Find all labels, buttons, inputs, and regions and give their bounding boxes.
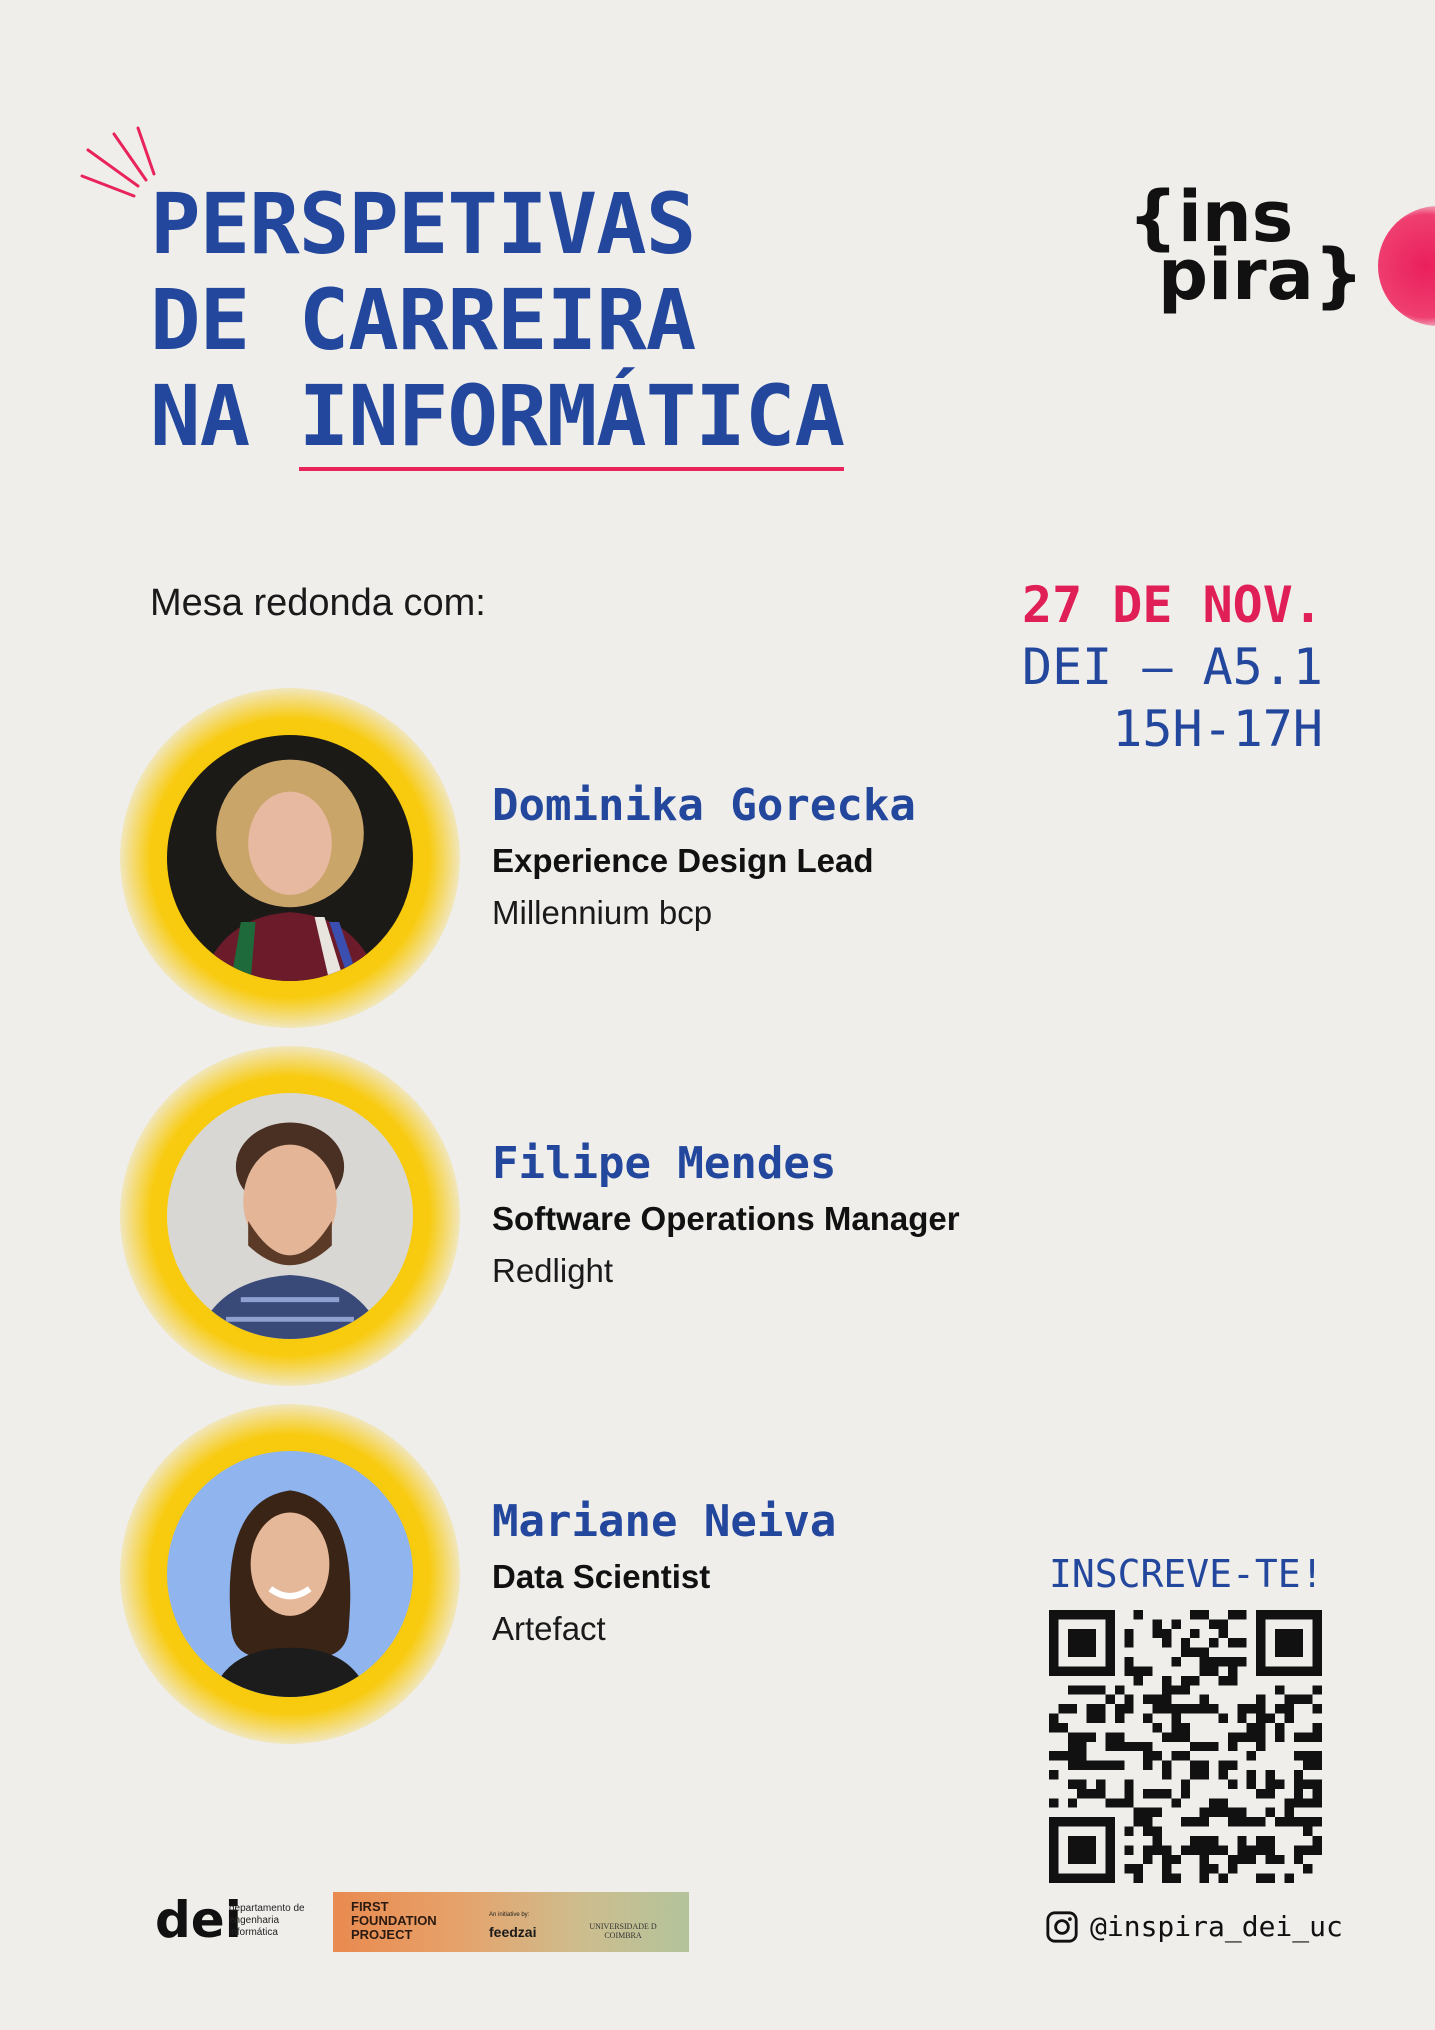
title-line-3 bbox=[150, 368, 844, 464]
speaker-2-photo bbox=[167, 1093, 413, 1339]
speaker-2-portrait-icon bbox=[167, 1093, 413, 1339]
speaker-2-org: Redlight bbox=[492, 1252, 614, 1289]
signup-cta: INSCREVE-TE! bbox=[1049, 1552, 1324, 1596]
speaker-3-photo bbox=[167, 1451, 413, 1697]
speaker-2-name: Filipe Mendes bbox=[492, 1138, 837, 1189]
speaker-3-name: Mariane Neiva bbox=[492, 1496, 837, 1547]
decorative-pink-dot bbox=[1378, 206, 1435, 326]
instagram-handle[interactable]: @inspira_dei_uc bbox=[1090, 1910, 1343, 1943]
speaker-3-portrait-icon bbox=[167, 1451, 413, 1697]
speaker-1-org: Millennium bcp bbox=[492, 894, 713, 931]
instagram-icon[interactable] bbox=[1045, 1910, 1079, 1944]
event-place: DEI — A5.1 bbox=[1021, 638, 1323, 696]
title-line-2: DE CARREIRA bbox=[150, 271, 696, 369]
title-highlight: INFORMÁTICA bbox=[299, 367, 844, 471]
speaker-1-name: Dominika Gorecka bbox=[492, 780, 916, 831]
speaker-1-photo bbox=[167, 735, 413, 981]
dei-wordmark: dei bbox=[155, 1891, 242, 1949]
logo-line-2: pira} bbox=[1158, 234, 1364, 316]
uc-logo: UNIVERSIDADE D COIMBRA bbox=[589, 1922, 657, 1940]
speaker-2-role: Software Operations Manager bbox=[492, 1200, 960, 1237]
feedzai-logo: feedzai bbox=[489, 1924, 537, 1940]
signup-qr-code[interactable] bbox=[1049, 1610, 1322, 1883]
speaker-3-halo bbox=[120, 1404, 460, 1744]
first-foundation-logo bbox=[333, 1892, 689, 1952]
speaker-3-org: Artefact bbox=[492, 1610, 606, 1647]
speaker-1-portrait-icon bbox=[167, 735, 413, 981]
title-line-1: PERSPETIVAS bbox=[150, 175, 696, 273]
title-line-3-prefix: NA bbox=[150, 367, 299, 465]
event-date: 27 DE NOV. bbox=[1021, 576, 1323, 634]
event-time: 15H-17H bbox=[1112, 700, 1323, 758]
ffp-initiative-label: An initiative by: bbox=[489, 1912, 530, 1918]
inspira-logo bbox=[1128, 176, 1364, 336]
logo-line-1: {ins bbox=[1128, 176, 1294, 258]
speaker-1-halo bbox=[120, 688, 460, 1028]
dei-logo bbox=[155, 1891, 305, 1949]
page-title bbox=[150, 176, 844, 464]
ffp-name: FIRST FOUNDATION PROJECT bbox=[351, 1899, 437, 1942]
intro-text: Mesa redonda com: bbox=[150, 582, 486, 624]
speaker-1-role: Experience Design Lead bbox=[492, 842, 874, 879]
speaker-3-role: Data Scientist bbox=[492, 1558, 711, 1595]
speaker-2-halo bbox=[120, 1046, 460, 1386]
event-details bbox=[1022, 574, 1323, 760]
dei-subtitle: departamento de engenharia informática bbox=[229, 1903, 305, 1938]
